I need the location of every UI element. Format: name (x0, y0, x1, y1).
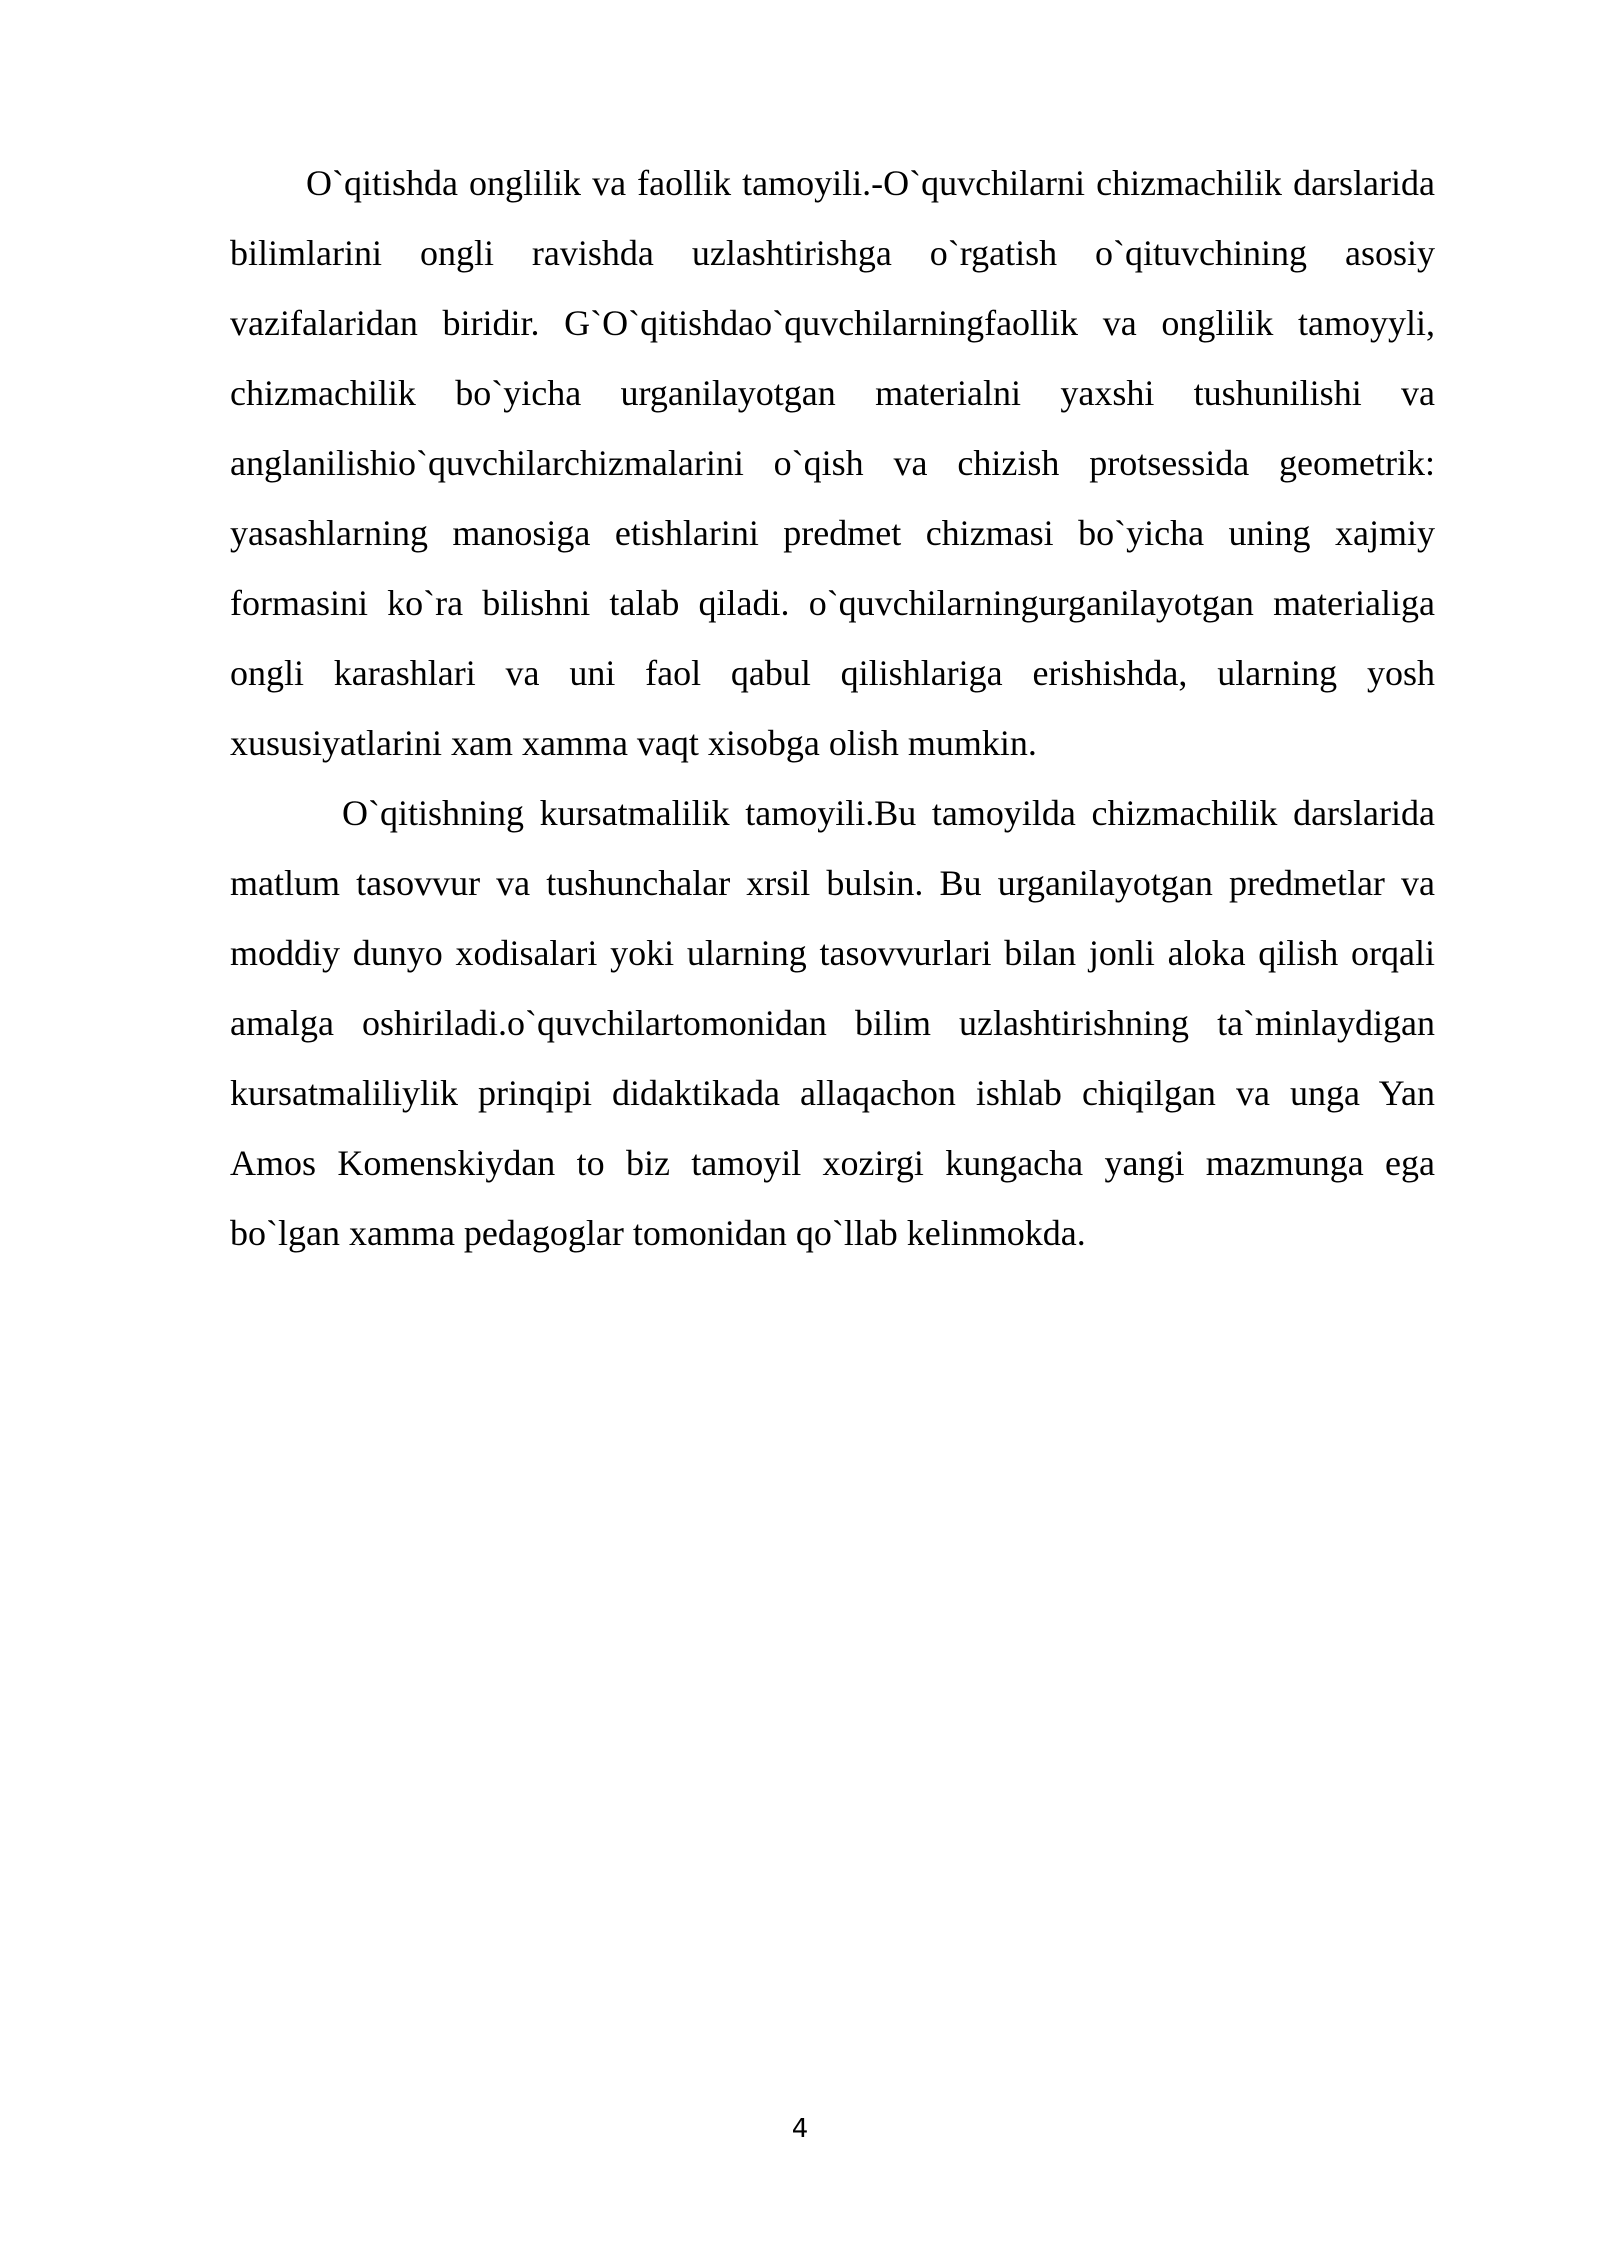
document-body (230, 148, 1435, 1268)
page-number: 4 (791, 2114, 809, 2144)
paragraph-onglilik-faollik: O`qitishda onglilik va faollik tamoyili.-O`quvchilarni chizmachilik darslarida bilimlarini ongli ravishda uzlashtirishga o`rgatish o`qituvchining asosiy vazifalaridan biridir. G`O`qitishdao`quvchilarningfaollik va onglilik tamoyyli, chizmachilik bo`yicha urganilayotgan materialni yaxshi tushunilishi va anglanilishio`quvchilarchizmalarini o`qish va chizish protsessida geometrik: yasashlarning manosiga etishlarini predmet chizmasi bo`yicha uning xajmiy formasini ko`ra bilishni talab qiladi. o`quvchilarningurganilayotgan materialiga ongli karashlari va uni faol qabul qilishlariga erishishda, ularning yosh xususiyatlarini xam xamma vaqt xisobga olish mumkin. (230, 163, 1435, 763)
paragraph-kursatmalilik: O`qitishning kursatmalilik tamoyili.Bu tamoyilda chizmachilik darslarida matlum tasovvur va tushunchalar xrsil bulsin. Bu urganilayotgan predmetlar va moddiy dunyo xodisalari yoki ularning tasovvurlari bilan jonli aloka qilish orqali amalga oshiriladi.o`quvchilartomonidan bilim uzlashtirishning ta`minlaydigan kursatmaliliylik prinqipi didaktikada allaqachon ishlab chiqilgan va unga Yan Amos Komenskiydan to biz tamoyil xozirgi kungacha yangi mazmunga ega bo`lgan xamma pedagoglar tomonidan qo`llab kelinmokda. (230, 793, 1435, 1253)
